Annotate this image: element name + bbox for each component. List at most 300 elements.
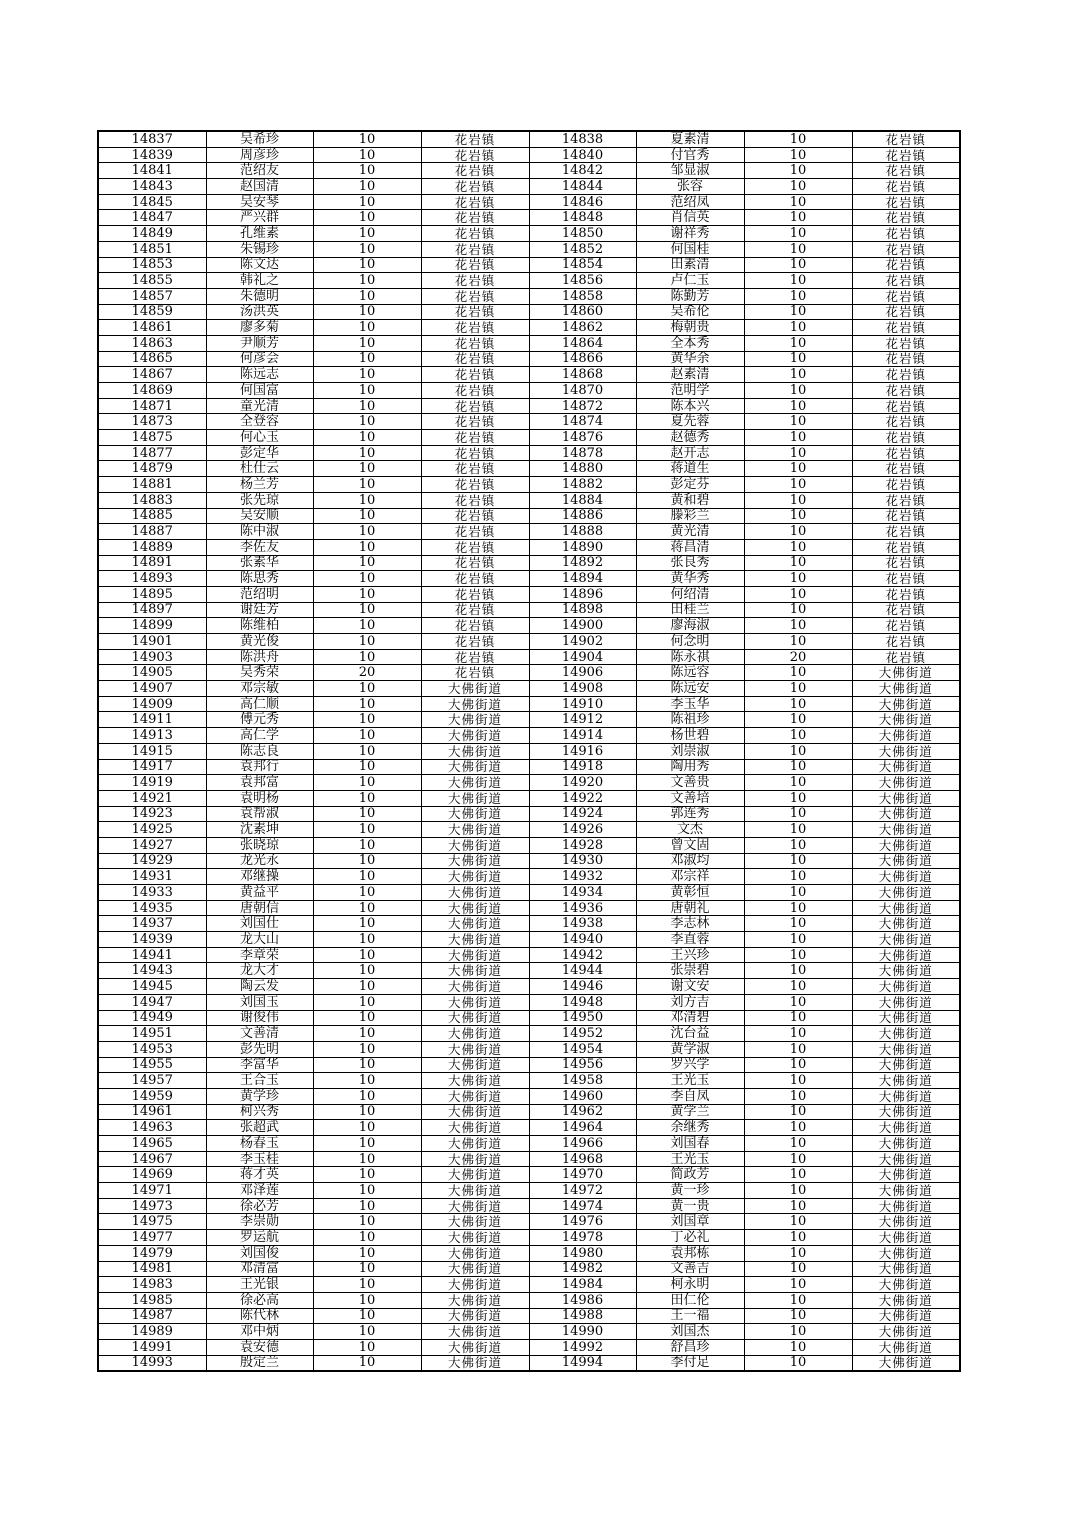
record-id-cell: 14975 <box>98 1214 206 1230</box>
town-cell: 花岩镇 <box>421 571 529 587</box>
person-name-cell: 李志林 <box>636 916 744 932</box>
town-cell: 大佛街道 <box>421 1026 529 1042</box>
amount-cell: 10 <box>313 1339 421 1355</box>
town-cell: 大佛街道 <box>852 1151 960 1167</box>
table-row <box>98 743 960 759</box>
record-id-cell: 14974 <box>529 1198 636 1214</box>
person-name-cell: 李章荣 <box>206 947 313 963</box>
person-name-cell: 徐必芳 <box>206 1198 313 1214</box>
table-row <box>98 681 960 697</box>
person-name-cell: 刘国玉 <box>206 994 313 1010</box>
amount-cell: 10 <box>313 1198 421 1214</box>
person-name-cell: 唐朝信 <box>206 900 313 916</box>
record-id-cell: 14882 <box>529 477 636 493</box>
person-name-cell: 沈台益 <box>636 1026 744 1042</box>
record-id-cell: 14937 <box>98 916 206 932</box>
amount-cell: 10 <box>313 728 421 744</box>
town-cell: 花岩镇 <box>421 461 529 477</box>
amount-cell: 10 <box>313 790 421 806</box>
amount-cell: 10 <box>744 304 852 320</box>
town-cell: 花岩镇 <box>852 257 960 273</box>
record-id-cell: 14868 <box>529 367 636 383</box>
record-id-cell: 14968 <box>529 1151 636 1167</box>
person-name-cell: 李直蓉 <box>636 932 744 948</box>
person-name-cell: 陈代林 <box>206 1308 313 1324</box>
record-id-cell: 14931 <box>98 869 206 885</box>
record-id-cell: 14980 <box>529 1245 636 1261</box>
record-id-cell: 14856 <box>529 273 636 289</box>
amount-cell: 10 <box>744 837 852 853</box>
record-id-cell: 14991 <box>98 1339 206 1355</box>
person-name-cell: 谢祥秀 <box>636 226 744 242</box>
record-id-cell: 14927 <box>98 837 206 853</box>
town-cell: 花岩镇 <box>852 414 960 430</box>
amount-cell: 10 <box>313 539 421 555</box>
amount-cell: 10 <box>313 1041 421 1057</box>
town-cell: 大佛街道 <box>852 665 960 681</box>
record-id-cell: 14908 <box>529 681 636 697</box>
amount-cell: 10 <box>313 131 421 147</box>
town-cell: 花岩镇 <box>421 586 529 602</box>
table-row <box>98 1355 960 1371</box>
person-name-cell: 夏先蓉 <box>636 414 744 430</box>
table-row <box>98 273 960 289</box>
table-row <box>98 963 960 979</box>
town-cell: 花岩镇 <box>852 210 960 226</box>
town-cell: 花岩镇 <box>852 147 960 163</box>
town-cell: 大佛街道 <box>852 775 960 791</box>
person-name-cell: 夏素清 <box>636 131 744 147</box>
record-id-cell: 14853 <box>98 257 206 273</box>
amount-cell: 10 <box>313 288 421 304</box>
town-cell: 花岩镇 <box>421 555 529 571</box>
record-id-cell: 14921 <box>98 790 206 806</box>
record-id-cell: 14897 <box>98 602 206 618</box>
town-cell: 大佛街道 <box>421 916 529 932</box>
person-name-cell: 龙光永 <box>206 853 313 869</box>
person-name-cell: 朱锡珍 <box>206 241 313 257</box>
record-id-cell: 14987 <box>98 1308 206 1324</box>
person-name-cell: 罗运航 <box>206 1230 313 1246</box>
amount-cell: 10 <box>744 1355 852 1371</box>
amount-cell: 10 <box>744 822 852 838</box>
person-name-cell: 龙大才 <box>206 963 313 979</box>
record-id-cell: 14910 <box>529 696 636 712</box>
town-cell: 花岩镇 <box>421 508 529 524</box>
town-cell: 花岩镇 <box>421 147 529 163</box>
record-id-cell: 14928 <box>529 837 636 853</box>
amount-cell: 10 <box>313 1136 421 1152</box>
amount-cell: 10 <box>313 837 421 853</box>
person-name-cell: 张晓琼 <box>206 837 313 853</box>
record-id-cell: 14989 <box>98 1324 206 1340</box>
person-name-cell: 全本秀 <box>636 335 744 351</box>
person-name-cell: 龙大山 <box>206 932 313 948</box>
amount-cell: 10 <box>744 885 852 901</box>
amount-cell: 10 <box>313 1167 421 1183</box>
amount-cell: 10 <box>313 1088 421 1104</box>
record-id-cell: 14903 <box>98 649 206 665</box>
record-id-cell: 14959 <box>98 1088 206 1104</box>
town-cell: 花岩镇 <box>852 131 960 147</box>
amount-cell: 10 <box>313 445 421 461</box>
amount-cell: 10 <box>744 273 852 289</box>
record-id-cell: 14955 <box>98 1057 206 1073</box>
record-id-cell: 14863 <box>98 335 206 351</box>
record-id-cell: 14993 <box>98 1355 206 1371</box>
amount-cell: 10 <box>744 1339 852 1355</box>
town-cell: 花岩镇 <box>852 571 960 587</box>
town-cell: 花岩镇 <box>421 539 529 555</box>
person-name-cell: 何国富 <box>206 383 313 399</box>
town-cell: 花岩镇 <box>421 257 529 273</box>
roster-table <box>97 130 961 1372</box>
record-id-cell: 14990 <box>529 1324 636 1340</box>
person-name-cell: 文善吉 <box>636 1261 744 1277</box>
table-row <box>98 461 960 477</box>
person-name-cell: 韩礼之 <box>206 273 313 289</box>
town-cell: 花岩镇 <box>852 586 960 602</box>
amount-cell: 10 <box>744 1073 852 1089</box>
person-name-cell: 刘国春 <box>636 1136 744 1152</box>
table-row <box>98 1073 960 1089</box>
town-cell: 花岩镇 <box>421 273 529 289</box>
record-id-cell: 14938 <box>529 916 636 932</box>
record-id-cell: 14983 <box>98 1277 206 1293</box>
record-id-cell: 14963 <box>98 1120 206 1136</box>
person-name-cell: 丁必礼 <box>636 1230 744 1246</box>
record-id-cell: 14936 <box>529 900 636 916</box>
record-id-cell: 14923 <box>98 806 206 822</box>
amount-cell: 10 <box>744 257 852 273</box>
person-name-cell: 文善贵 <box>636 775 744 791</box>
table-row <box>98 837 960 853</box>
person-name-cell: 余继秀 <box>636 1120 744 1136</box>
table-row <box>98 383 960 399</box>
amount-cell: 10 <box>313 335 421 351</box>
town-cell: 大佛街道 <box>421 1277 529 1293</box>
record-id-cell: 14941 <box>98 947 206 963</box>
record-id-cell: 14932 <box>529 869 636 885</box>
record-id-cell: 14898 <box>529 602 636 618</box>
person-name-cell: 蒋昌清 <box>636 539 744 555</box>
record-id-cell: 14976 <box>529 1214 636 1230</box>
person-name-cell: 陈中淑 <box>206 524 313 540</box>
amount-cell: 10 <box>744 194 852 210</box>
person-name-cell: 陈思秀 <box>206 571 313 587</box>
record-id-cell: 14875 <box>98 430 206 446</box>
amount-cell: 10 <box>744 351 852 367</box>
table-row <box>98 1136 960 1152</box>
record-id-cell: 14970 <box>529 1167 636 1183</box>
record-id-cell: 14973 <box>98 1198 206 1214</box>
amount-cell: 10 <box>313 226 421 242</box>
amount-cell: 10 <box>313 210 421 226</box>
person-name-cell: 何绍清 <box>636 586 744 602</box>
town-cell: 花岩镇 <box>852 492 960 508</box>
record-id-cell: 14933 <box>98 885 206 901</box>
town-cell: 花岩镇 <box>852 398 960 414</box>
amount-cell: 10 <box>744 1324 852 1340</box>
town-cell: 花岩镇 <box>421 367 529 383</box>
amount-cell: 10 <box>744 712 852 728</box>
town-cell: 大佛街道 <box>852 1214 960 1230</box>
amount-cell: 10 <box>313 1292 421 1308</box>
record-id-cell: 14865 <box>98 351 206 367</box>
record-id-cell: 14852 <box>529 241 636 257</box>
record-id-cell: 14844 <box>529 179 636 195</box>
person-name-cell: 彭定华 <box>206 445 313 461</box>
person-name-cell: 滕彩兰 <box>636 508 744 524</box>
table-row <box>98 147 960 163</box>
amount-cell: 10 <box>744 1277 852 1293</box>
town-cell: 大佛街道 <box>421 1230 529 1246</box>
record-id-cell: 14888 <box>529 524 636 540</box>
town-cell: 大佛街道 <box>421 869 529 885</box>
person-name-cell: 汤洪英 <box>206 304 313 320</box>
person-name-cell: 吴安琴 <box>206 194 313 210</box>
table-body <box>98 131 960 1371</box>
record-id-cell: 14858 <box>529 288 636 304</box>
amount-cell: 10 <box>744 869 852 885</box>
table-row <box>98 1041 960 1057</box>
town-cell: 花岩镇 <box>421 351 529 367</box>
record-id-cell: 14894 <box>529 571 636 587</box>
amount-cell: 10 <box>744 367 852 383</box>
person-name-cell: 范明学 <box>636 383 744 399</box>
town-cell: 花岩镇 <box>852 430 960 446</box>
amount-cell: 10 <box>744 555 852 571</box>
amount-cell: 10 <box>313 383 421 399</box>
amount-cell: 10 <box>744 1261 852 1277</box>
table-row <box>98 226 960 242</box>
town-cell: 大佛街道 <box>852 790 960 806</box>
person-name-cell: 吴安顺 <box>206 508 313 524</box>
amount-cell: 10 <box>313 618 421 634</box>
amount-cell: 10 <box>744 1151 852 1167</box>
amount-cell: 10 <box>313 571 421 587</box>
person-name-cell: 黄光清 <box>636 524 744 540</box>
record-id-cell: 14909 <box>98 696 206 712</box>
table-row <box>98 994 960 1010</box>
table-row <box>98 1088 960 1104</box>
person-name-cell: 全登容 <box>206 414 313 430</box>
record-id-cell: 14884 <box>529 492 636 508</box>
town-cell: 花岩镇 <box>852 602 960 618</box>
amount-cell: 10 <box>744 147 852 163</box>
town-cell: 花岩镇 <box>852 383 960 399</box>
town-cell: 花岩镇 <box>852 445 960 461</box>
record-id-cell: 14848 <box>529 210 636 226</box>
record-id-cell: 14949 <box>98 1010 206 1026</box>
person-name-cell: 黄和碧 <box>636 492 744 508</box>
town-cell: 大佛街道 <box>852 1088 960 1104</box>
record-id-cell: 14907 <box>98 681 206 697</box>
town-cell: 大佛街道 <box>852 979 960 995</box>
person-name-cell: 刘崇淑 <box>636 743 744 759</box>
town-cell: 大佛街道 <box>852 806 960 822</box>
town-cell: 花岩镇 <box>421 524 529 540</box>
table-row <box>98 649 960 665</box>
person-name-cell: 黄一贵 <box>636 1198 744 1214</box>
table-row <box>98 979 960 995</box>
table-row <box>98 304 960 320</box>
person-name-cell: 张先琼 <box>206 492 313 508</box>
amount-cell: 10 <box>744 1214 852 1230</box>
amount-cell: 10 <box>313 853 421 869</box>
amount-cell: 10 <box>744 1198 852 1214</box>
person-name-cell: 何彦会 <box>206 351 313 367</box>
town-cell: 大佛街道 <box>852 1136 960 1152</box>
table-row <box>98 335 960 351</box>
person-name-cell: 陈祖珍 <box>636 712 744 728</box>
record-id-cell: 14904 <box>529 649 636 665</box>
person-name-cell: 廖海淑 <box>636 618 744 634</box>
record-id-cell: 14873 <box>98 414 206 430</box>
town-cell: 大佛街道 <box>852 916 960 932</box>
town-cell: 大佛街道 <box>421 1214 529 1230</box>
person-name-cell: 张素华 <box>206 555 313 571</box>
amount-cell: 10 <box>744 665 852 681</box>
table-row <box>98 822 960 838</box>
amount-cell: 10 <box>313 900 421 916</box>
town-cell: 大佛街道 <box>852 869 960 885</box>
table-row <box>98 728 960 744</box>
person-name-cell: 田仁伦 <box>636 1292 744 1308</box>
amount-cell: 10 <box>744 414 852 430</box>
town-cell: 花岩镇 <box>421 194 529 210</box>
table-row <box>98 1277 960 1293</box>
record-id-cell: 14864 <box>529 335 636 351</box>
table-row <box>98 430 960 446</box>
person-name-cell: 赵开志 <box>636 445 744 461</box>
table-row <box>98 1339 960 1355</box>
town-cell: 花岩镇 <box>852 649 960 665</box>
table-row <box>98 320 960 336</box>
town-cell: 大佛街道 <box>852 1057 960 1073</box>
record-id-cell: 14957 <box>98 1073 206 1089</box>
amount-cell: 10 <box>313 1308 421 1324</box>
person-name-cell: 邓中炳 <box>206 1324 313 1340</box>
record-id-cell: 14870 <box>529 383 636 399</box>
person-name-cell: 曾文固 <box>636 837 744 853</box>
record-id-cell: 14885 <box>98 508 206 524</box>
record-id-cell: 14967 <box>98 1151 206 1167</box>
table-row <box>98 1245 960 1261</box>
record-id-cell: 14867 <box>98 367 206 383</box>
record-id-cell: 14972 <box>529 1183 636 1199</box>
record-id-cell: 14857 <box>98 288 206 304</box>
town-cell: 大佛街道 <box>852 963 960 979</box>
table-row <box>98 1104 960 1120</box>
person-name-cell: 何念明 <box>636 634 744 650</box>
record-id-cell: 14925 <box>98 822 206 838</box>
person-name-cell: 梅朝贵 <box>636 320 744 336</box>
record-id-cell: 14920 <box>529 775 636 791</box>
record-id-cell: 14942 <box>529 947 636 963</box>
person-name-cell: 黄光俊 <box>206 634 313 650</box>
amount-cell: 10 <box>744 963 852 979</box>
record-id-cell: 14891 <box>98 555 206 571</box>
record-id-cell: 14902 <box>529 634 636 650</box>
amount-cell: 10 <box>744 681 852 697</box>
amount-cell: 10 <box>744 1057 852 1073</box>
table-row <box>98 508 960 524</box>
town-cell: 花岩镇 <box>421 665 529 681</box>
town-cell: 花岩镇 <box>421 398 529 414</box>
record-id-cell: 14879 <box>98 461 206 477</box>
amount-cell: 10 <box>313 555 421 571</box>
record-id-cell: 14947 <box>98 994 206 1010</box>
person-name-cell: 吴希伦 <box>636 304 744 320</box>
amount-cell: 10 <box>313 477 421 493</box>
record-id-cell: 14914 <box>529 728 636 744</box>
person-name-cell: 吴希珍 <box>206 131 313 147</box>
person-name-cell: 朱德明 <box>206 288 313 304</box>
amount-cell: 10 <box>744 179 852 195</box>
table-row <box>98 1057 960 1073</box>
amount-cell: 10 <box>744 759 852 775</box>
person-name-cell: 卢仁玉 <box>636 273 744 289</box>
person-name-cell: 尹顺芳 <box>206 335 313 351</box>
record-id-cell: 14895 <box>98 586 206 602</box>
table-row <box>98 775 960 791</box>
town-cell: 大佛街道 <box>852 837 960 853</box>
table-row <box>98 900 960 916</box>
town-cell: 大佛街道 <box>852 1010 960 1026</box>
table-row <box>98 288 960 304</box>
amount-cell: 10 <box>744 696 852 712</box>
amount-cell: 10 <box>744 1026 852 1042</box>
person-name-cell: 陶云发 <box>206 979 313 995</box>
table-row <box>98 241 960 257</box>
record-id-cell: 14956 <box>529 1057 636 1073</box>
table-row <box>98 477 960 493</box>
person-name-cell: 殷定兰 <box>206 1355 313 1371</box>
amount-cell: 10 <box>313 524 421 540</box>
amount-cell: 10 <box>744 806 852 822</box>
amount-cell: 10 <box>313 775 421 791</box>
amount-cell: 10 <box>744 947 852 963</box>
town-cell: 大佛街道 <box>852 1355 960 1371</box>
person-name-cell: 李佐友 <box>206 539 313 555</box>
record-id-cell: 14948 <box>529 994 636 1010</box>
record-id-cell: 14978 <box>529 1230 636 1246</box>
amount-cell: 10 <box>744 994 852 1010</box>
amount-cell: 10 <box>313 963 421 979</box>
record-id-cell: 14945 <box>98 979 206 995</box>
record-id-cell: 14954 <box>529 1041 636 1057</box>
town-cell: 大佛街道 <box>421 1339 529 1355</box>
town-cell: 花岩镇 <box>421 179 529 195</box>
amount-cell: 10 <box>744 1010 852 1026</box>
person-name-cell: 杨世碧 <box>636 728 744 744</box>
amount-cell: 10 <box>744 932 852 948</box>
amount-cell: 10 <box>313 1104 421 1120</box>
town-cell: 大佛街道 <box>852 696 960 712</box>
town-cell: 大佛街道 <box>421 885 529 901</box>
record-id-cell: 14922 <box>529 790 636 806</box>
amount-cell: 10 <box>744 1292 852 1308</box>
town-cell: 花岩镇 <box>852 508 960 524</box>
amount-cell: 10 <box>313 932 421 948</box>
table-row <box>98 131 960 147</box>
record-id-cell: 14984 <box>529 1277 636 1293</box>
amount-cell: 10 <box>313 947 421 963</box>
amount-cell: 10 <box>313 273 421 289</box>
town-cell: 花岩镇 <box>852 539 960 555</box>
person-name-cell: 陈远志 <box>206 367 313 383</box>
